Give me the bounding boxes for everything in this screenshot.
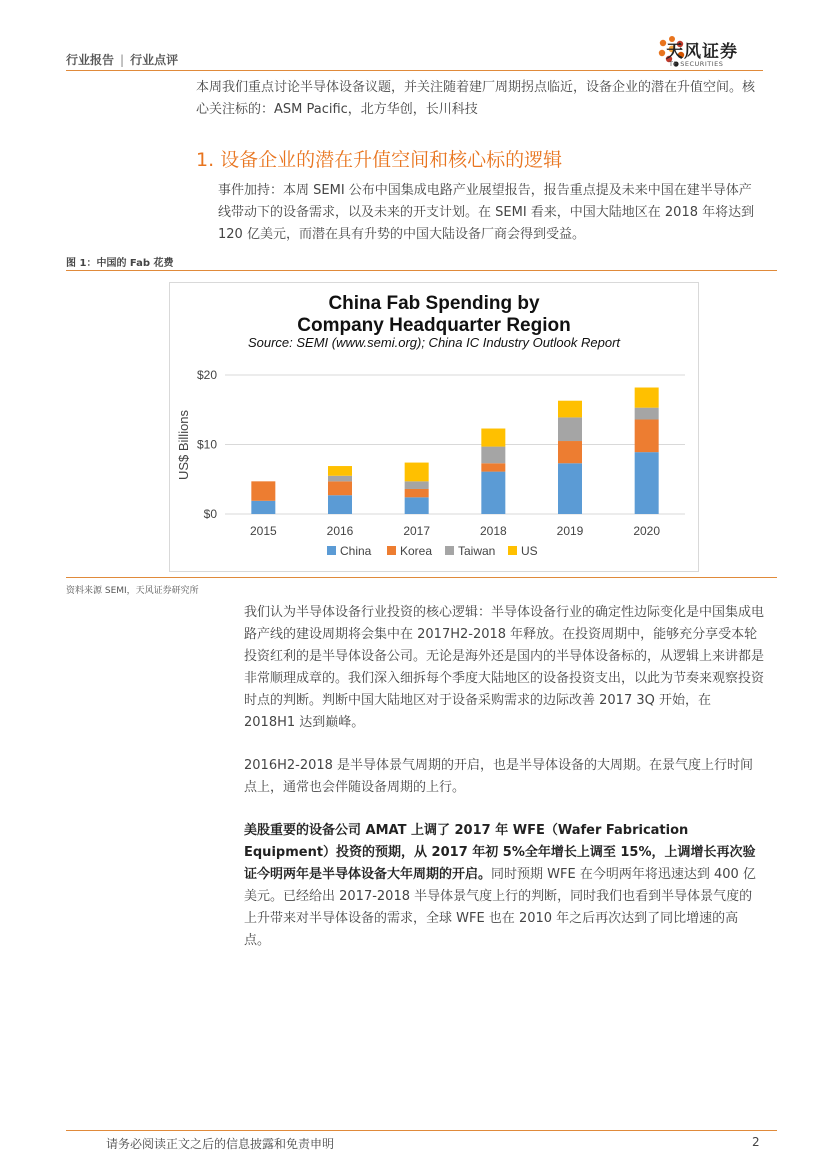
bar-china-2019 [558,463,582,514]
body-paragraph-2: 2016H2-2018 是半导体景气周期的开启，也是半导体设备的大周期。在景气度上行时间点上，通常也会伴随设备周期的上行。 [244,758,754,795]
body-paragraph-3 [244,820,764,952]
event-paragraph: 事件加持：本周 SEMI 公布中国集成电路产业展望报告，报告重点提及未来中国在建半导体产线带动下的设备需求，以及未来的开支计划。在 SEMI 看来，中国大陆地区在 2018 年将达到 120 亿美元，而潜在具有升势的中国大陆设备厂商会得到受益。 [218,183,755,242]
amat-highlight: 美股重要的设备公司 AMAT 上调了 2017 年 WFE（Wafer Fabrication Equipment）投资的预期，从 2017 年初 5%全年增长上调至 15%，上调增长再次验证今明两年是半导体设备大年周期的开启。 [244,823,756,882]
figure-label: 图 1：中国的 Fab 花费 [66,258,174,269]
chart-frame [169,282,699,572]
x-tick-label: 2018 [479,524,507,538]
header-separator: | [120,53,125,67]
bar-korea-2020 [635,419,659,452]
report-section: 行业报告 [66,53,115,67]
footer-disclaimer: 请务必阅读正文之后的信息披露和免责申明 [106,1137,335,1151]
chart-title-line1: China Fab Spending by [328,293,540,314]
chart-subtitle: Source: SEMI (www.semi.org); China IC Industry Outlook Report [247,335,621,350]
x-tick-label: 2019 [556,524,584,538]
bar-china-2020 [635,452,659,514]
chart-bars [251,388,658,514]
bar-korea-2016 [328,481,352,495]
chart-legend [327,544,538,558]
figure-source: 资料来源 SEMI，天风证券研究所 [66,586,199,596]
legend-label-china: China [340,544,372,558]
legend-swatch-taiwan [445,546,454,555]
legend-swatch-china [327,546,336,555]
bar-china-2017 [405,497,429,514]
chart-gridlines [225,375,685,514]
y-tick-label: $20 [196,368,217,382]
bar-us-2017 [405,463,429,482]
chart-title-line2: Company Headquarter Region [297,315,571,336]
body-paragraph-1: 我们认为半导体设备行业投资的核心逻辑：半导体设备行业的确定性边际变化是中国集成电路产线的建设周期将会集中在 2017H2-2018 年释放。在投资周期中，能够充分享受本轮投资红利的是半导体设备公司。无论是海外还是国内的半导体设备标的，从逻辑上来讲都是非常顺理成章的。我们深入细拆每个季度大陆地区的设备投资支出，以此为节奏来观察投资时点的判断。判断中国大陆地区对于设备采购需求的边际改善 2017 3Q 开始，在 2018H1 达到巅峰。 [244,605,765,730]
report-subsection: 行业点评 [130,53,179,67]
legend-swatch-korea [387,546,396,555]
bar-us-2019 [558,401,582,418]
bar-korea-2015 [251,481,275,500]
legend-swatch-us [508,546,517,555]
source-rule [66,577,777,578]
header-rule [66,70,763,71]
bar-us-2016 [328,466,352,476]
logo-name-en: TF SECURITIES [669,60,724,68]
bar-china-2016 [328,495,352,514]
legend-label-korea: Korea [400,544,433,558]
y-axis-label: US$ Billions [176,409,191,481]
legend-label-taiwan: Taiwan [458,544,496,558]
y-tick-label: $0 [203,507,217,521]
x-tick-label: 2015 [249,524,277,538]
fab-spending-chart [170,283,698,571]
bar-taiwan-2020 [635,408,659,420]
bar-us-2018 [481,429,505,447]
footer-rule [66,1130,777,1131]
x-tick-label: 2017 [403,524,431,538]
bar-taiwan-2018 [481,447,505,464]
bar-china-2015 [251,501,275,514]
bar-korea-2018 [481,463,505,471]
bar-china-2018 [481,472,505,514]
wfe-forecast-text: 同时预期 WFE 在今明两年将迅速达到 400 亿美元。已经给出 2017-2018 半导体景气度上行的判断，同时我们也看到半导体景气度的上升带来对半导体设备的需求，全球 WFE 也在 2010 年之后再次达到了同比增速的高点。 [244,867,756,948]
bar-taiwan-2019 [558,417,582,441]
x-tick-labels [250,524,660,538]
x-tick-label: 2016 [326,524,354,538]
logo-name-cn: 天风证券 [666,42,738,62]
y-tick-labels [197,368,217,521]
intro-paragraph: 本周我们重点讨论半导体设备议题，并关注随着建厂周期拐点临近，设备企业的潜在升值空间。核心关注标的：ASM Pacific，北方华创，长川科技 [196,80,756,117]
bar-taiwan-2016 [328,476,352,482]
report-type [66,51,178,68]
page-number: 2 [752,1135,760,1149]
legend-label-us: US [521,544,538,558]
bar-korea-2019 [558,441,582,463]
section-heading: 1. 设备企业的潜在升值空间和核心标的逻辑 [196,149,563,171]
bar-korea-2017 [405,489,429,497]
y-tick-label: $10 [196,437,217,452]
bar-us-2020 [635,388,659,408]
bar-taiwan-2017 [405,481,429,489]
figure-rule [66,270,777,271]
x-tick-label: 2020 [633,524,661,538]
